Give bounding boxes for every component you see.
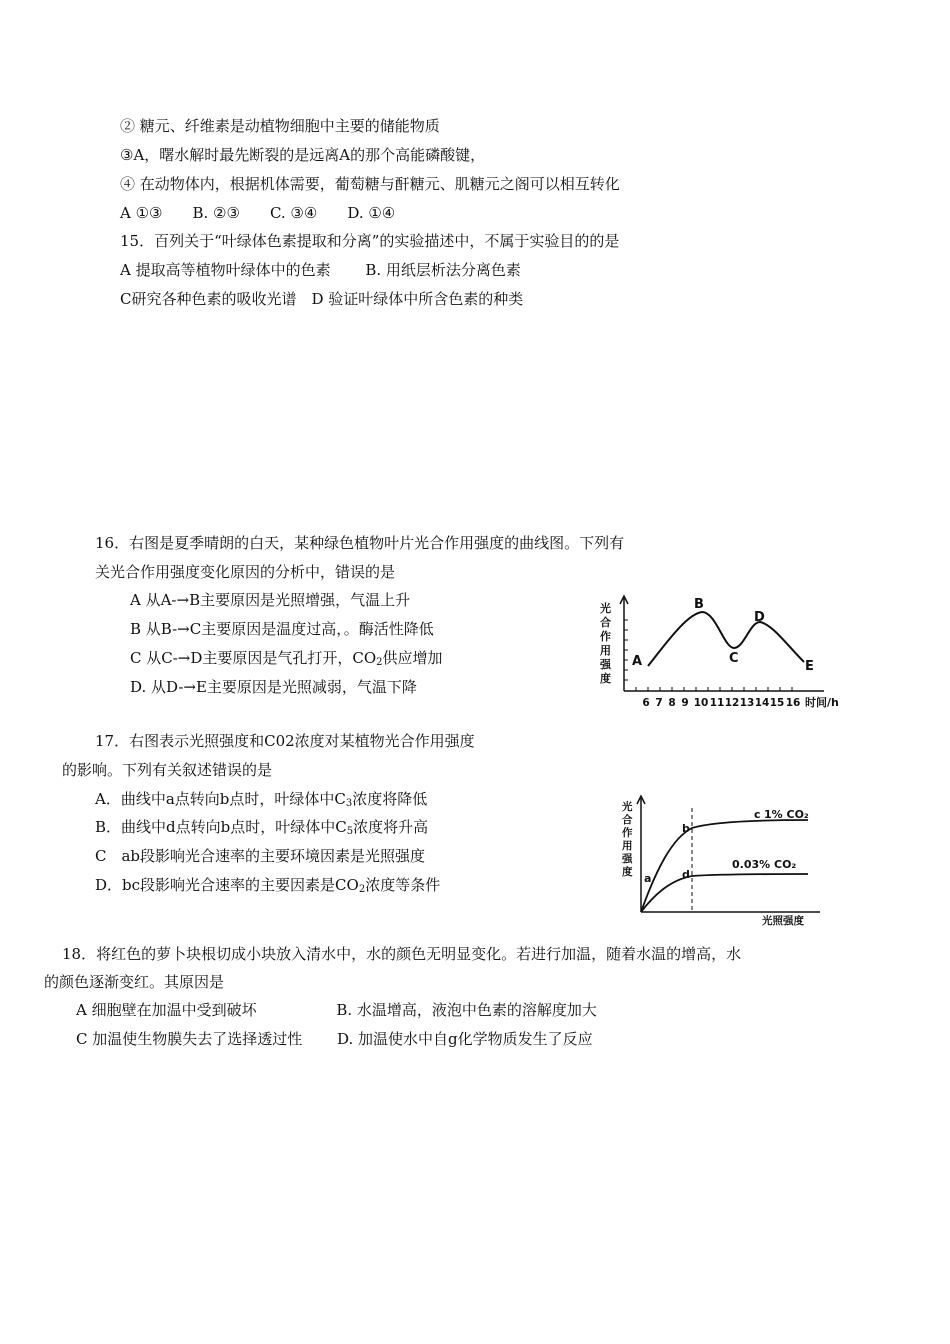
q16-x-label: 时间/h xyxy=(805,696,839,709)
q17-ylabel-1: 合 xyxy=(622,814,633,826)
q17-curve-low-co2 xyxy=(641,874,808,912)
q15-stem: 15．百列关于“叶绿体色素提取和分离”的实验描述中，不属于实验目的的是 xyxy=(120,232,620,250)
q18-stem-line1: 18．将红色的萝卜块根切成小块放入清水中，水的颜色无明显变化。若进行加温，随着水温的增高，水 xyxy=(62,945,742,963)
q16-tick-7: 7 xyxy=(655,697,663,709)
q18-stem-line2: 的颜色逐渐变红。其原因是 xyxy=(44,973,225,991)
q16-stem-line1: 16．右图是夏季晴朗的白天，某种绿色植物叶片光合作用强度的曲线图。下列有 xyxy=(95,534,625,552)
q17-light-co2-chart xyxy=(620,790,842,930)
q16-curve xyxy=(648,612,804,666)
q16-point-c: C xyxy=(729,651,739,666)
q16-tick-6: 6 xyxy=(642,697,650,709)
q16-tick-14: 14 xyxy=(754,697,770,709)
q16-ylabel-3: 用 xyxy=(600,644,611,657)
q17-point-b: b xyxy=(682,822,690,835)
q17-option-a: A．曲线中a点转向b点时，叶绿体中$C_3$浓度将降低 xyxy=(95,790,428,809)
q14-statement-2: ② 糖元、纤维素是动植物细胞中主要的储能物质 xyxy=(120,117,440,135)
q17-point-c: c xyxy=(754,808,761,821)
q16-point-a: A xyxy=(632,654,643,669)
q17-option-b: B．曲线中d点转向b点时，叶绿体中$C_5$浓度将升高 xyxy=(95,818,429,837)
q15-options-cd: C研究各种色素的吸收光谱 D 验证叶绿体中所含色素的种类 xyxy=(120,290,524,308)
q17-option-d: D．bc段影响光合速率的主要因素是$CO_2$浓度等条件 xyxy=(95,876,441,895)
q16-ylabel-4: 强 xyxy=(600,658,611,671)
q18-options-ab: A 细胞壁在加温中受到破坏 B. 水温增高，液泡中色素的溶解度加大 xyxy=(76,1001,597,1019)
q16-option-b: B 从B-→C主要原因是温度过高，。酶活性降低 xyxy=(130,620,434,638)
q16-tick-15: 15 xyxy=(769,697,785,709)
q17-x-label: 光照强度 xyxy=(762,915,804,927)
q16-stem-line2: 关光合作用强度变化原因的分析中，错误的是 xyxy=(95,563,396,581)
q16-point-e: E xyxy=(805,659,814,674)
q17-series-2-label: 0.03% CO₂ xyxy=(732,858,797,871)
q16-tick-12: 12 xyxy=(724,697,740,709)
q16-tick-11: 11 xyxy=(709,697,725,709)
q16-photosynthesis-day-chart xyxy=(592,590,844,712)
q17-ylabel-4: 强 xyxy=(622,853,633,865)
q16-ylabel-1: 合 xyxy=(600,616,611,629)
q14-statement-3: ③A，曙水解时最先断裂的是远离A的那个高能磷酸键， xyxy=(120,146,486,164)
q17-point-a: a xyxy=(644,872,652,885)
q16-point-d: D xyxy=(754,610,765,625)
q17-option-c: C ab段影响光合速率的主要环境因素是光照强度 xyxy=(95,847,426,865)
q17-ylabel-0: 光 xyxy=(622,801,633,813)
q16-option-a: A 从A-→B主要原因是光照增强，气温上升 xyxy=(130,591,411,609)
q18-options-cd: C 加温使生物膜失去了选择透过性 D. 加温使水中自g化学物质发生了反应 xyxy=(76,1030,593,1048)
q16-tick-10: 10 xyxy=(693,697,709,709)
q16-tick-8: 8 xyxy=(668,697,676,709)
q17-series-1-label: 1% CO₂ xyxy=(764,808,809,821)
q17-ylabel-5: 度 xyxy=(622,866,633,878)
q16-tick-13: 13 xyxy=(739,697,755,709)
q14-statement-4: ④ 在动物体内，根据机体需要，葡萄糖与酐糖元、肌糖元之阁可以相互转化 xyxy=(120,175,620,193)
q17-ylabel-3: 用 xyxy=(622,840,633,852)
q16-ylabel-2: 作 xyxy=(600,630,611,643)
q17-stem-line1: 17．右图表示光照强度和C02浓度对某植物光合作用强度 xyxy=(95,732,475,750)
q16-tick-16: 16 xyxy=(785,697,801,709)
q16-option-c: C 从C-→D主要原因是气孔打开，$CO_2$供应增加 xyxy=(130,649,443,668)
q17-ylabel-2: 作 xyxy=(622,827,633,839)
q17-stem-line2: 的影响。下列有关叙述错误的是 xyxy=(62,761,273,779)
q17-point-d: d xyxy=(682,868,690,881)
q15-options-ab: A 提取高等植物叶绿体中的色素 B. 用纸层析法分离色素 xyxy=(120,261,521,279)
q16-ylabel-0: 光 xyxy=(600,602,611,615)
q16-tick-9: 9 xyxy=(681,697,689,709)
q16-ylabel-5: 度 xyxy=(600,672,611,685)
q16-point-b: B xyxy=(694,597,704,612)
q14-options: A ①③ B. ②③ C. ③④ D. ①④ xyxy=(120,204,396,222)
q16-option-d: D. 从D-→E主要原因是光照减弱，气温下降 xyxy=(130,678,417,696)
